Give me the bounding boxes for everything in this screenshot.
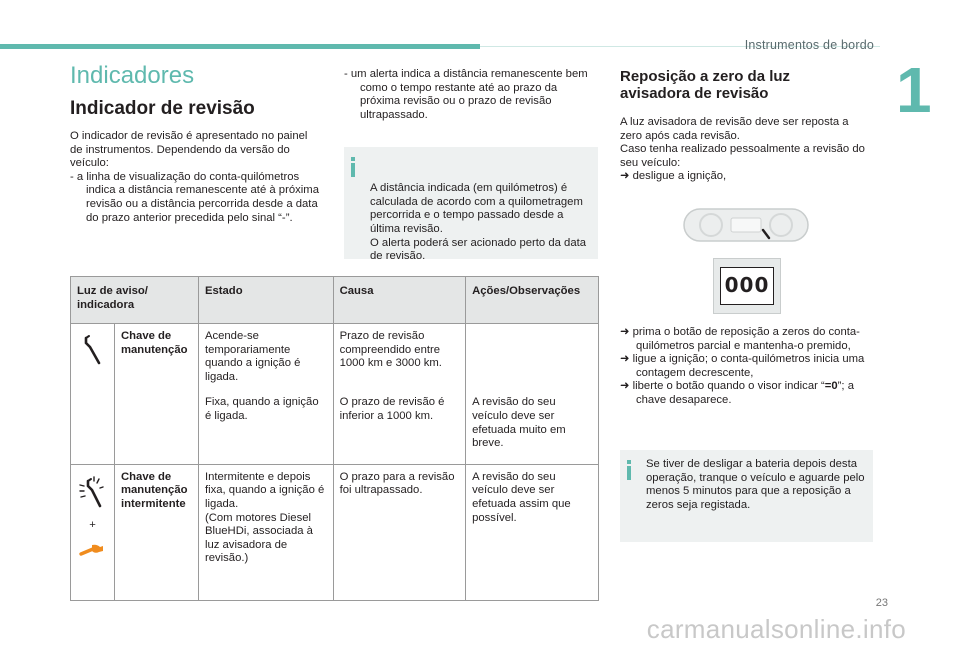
right-text-top	[620, 116, 870, 184]
info-note	[344, 147, 598, 263]
indicator-name: Chave de manutenção intermitente	[114, 464, 198, 600]
left-text	[70, 130, 322, 225]
step-item: ➜ prima o botão de reposição a zeros do conta-quilómetros parcial e mantenha-o premido,	[620, 326, 860, 352]
info-note-text: Se tiver de desligar a bateria depois desta operação, tranque o veículo e aguarde pelo menos 5 minutos para que a reposição a zeros seja registada.	[646, 458, 865, 511]
action-cell: A revisão do seu veículo deve ser efetuada assim que possível.	[466, 464, 599, 600]
section-title: Instrumentos de bordo	[744, 38, 874, 52]
indicator-name: Chave de manutenção	[114, 324, 198, 465]
page-title: Indicadores	[70, 62, 195, 89]
section-heading: Indicador de revisão	[70, 98, 255, 119]
warning-lights-table	[70, 276, 599, 601]
arrow-icon: ➜	[620, 380, 630, 393]
section-heading: Reposição a zero da luz avisadora de revisão	[620, 68, 791, 102]
info-note	[620, 450, 873, 542]
table-row	[71, 464, 599, 600]
column-header: Estado	[198, 277, 333, 324]
bullet-item: - um alerta indica a distância remanescente bem como o tempo restante até ao prazo da próxima revisão ou o prazo de revisão ultrapassado.	[344, 68, 588, 121]
middle-text	[344, 68, 600, 122]
action-cell: A revisão do seu veículo deve ser efetuada muito em breve.	[466, 390, 599, 464]
odometer-display	[713, 258, 781, 314]
column-header: Causa	[333, 277, 466, 324]
wrench-icon	[82, 334, 102, 368]
info-note-text: A distância indicada (em quilómetros) é calculada de acordo com a quilometragem percorrida e o tempo passado desde a última revisão. O alerta poderá ser acionado perto da data de revisão.	[370, 182, 587, 263]
cause-cell: O prazo de revisão é inferior a 1000 km.	[333, 390, 466, 464]
arrow-icon: ➜	[620, 170, 630, 183]
column-header: Ações/Observações	[466, 277, 599, 324]
info-icon	[627, 460, 631, 480]
info-icon	[351, 157, 355, 177]
instrument-panel-icon	[683, 208, 809, 242]
watermark: carmanualsonline.info	[646, 614, 906, 644]
orange-wrench-icon	[79, 543, 105, 557]
state-cell: Fixa, quando a ignição é ligada.	[198, 390, 333, 464]
indicator-icon-cell	[71, 324, 115, 465]
intro-paragraph: O indicador de revisão é apresentado no painel de instrumentos. Dependendo da versão do veículo:	[70, 130, 308, 170]
reset-intro: A luz avisadora de revisão deve ser reposta a zero após cada revisão. Caso tenha realizado pessoalmente a revisão do seu veículo:	[620, 116, 865, 169]
step-item: ➜ desligue a ignição,	[620, 170, 727, 183]
cause-cell: O prazo para a revisão foi ultrapassado.	[333, 464, 466, 600]
cause-cell: Prazo de revisão compreendido entre 1000 km e 3000 km.	[333, 324, 466, 391]
step-item: ➜ ligue a ignição; o conta-quilómetros inicia uma contagem decrescente,	[620, 353, 865, 379]
header-accent-bar	[0, 44, 480, 49]
state-cell: Acende-se temporariamente quando a ignição é ligada.	[198, 324, 333, 391]
plus-sign: +	[89, 519, 96, 532]
action-cell	[466, 324, 599, 391]
flashing-wrench-icon	[77, 473, 107, 513]
column-header: Luz de aviso/ indicadora	[71, 277, 199, 324]
step-item: ➜ liberte o botão quando o visor indicar “=0”; a chave desaparece.	[620, 380, 854, 406]
page-number: 23	[875, 597, 888, 609]
table-header-row	[71, 277, 599, 324]
right-text-steps	[620, 326, 872, 408]
indicator-icon-cell	[71, 464, 115, 600]
arrow-icon: ➜	[620, 353, 630, 366]
table-row	[71, 324, 599, 391]
state-cell: Intermitente e depois fixa, quando a ignição é ligada. (Com motores Diesel BlueHDi, associada à luz avisadora de revisão.)	[198, 464, 333, 600]
display-value: 000	[724, 273, 770, 297]
chapter-number: 1	[896, 54, 932, 126]
bullet-item: - a linha de visualização do conta-quilómetros indica a distância remanescente até à próxima revisão ou a distância percorrida desde a data do prazo anterior precedida pelo sinal “-”.	[70, 170, 319, 224]
display-frame	[720, 267, 774, 305]
arrow-icon: ➜	[620, 326, 630, 338]
